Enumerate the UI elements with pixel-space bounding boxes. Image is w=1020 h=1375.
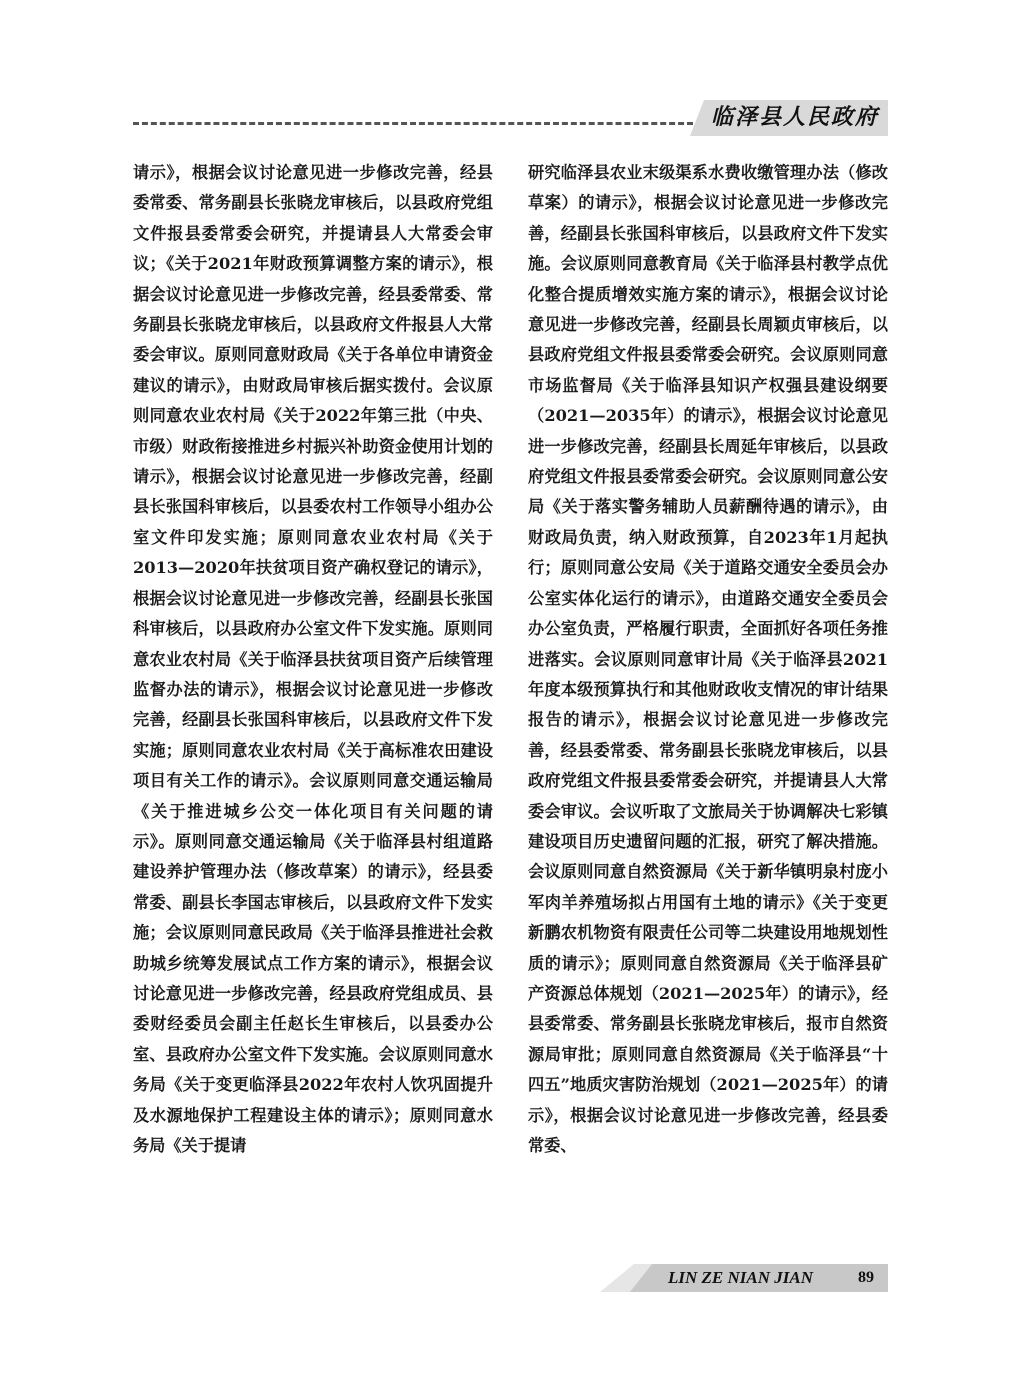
header-title: 临泽县人民政府 — [710, 105, 879, 130]
body-column-left: 请示》，根据会议讨论意见进一步修改完善，经县委常委、常务副县长张晓龙审核后，以县政府党组文件报县委常委会研究，并提请县人大常委会审议；《关于2021年财政预算调整方案的请示》，根据会议讨论意见进一步修改完善，经县委常委、常务副县长张晓龙审核后，以县政府文件报县人大常委会审议。原则同意财政局《关于各单位申请资金建议的请示》，由财政局审核后据实拨付。会议原则同意农业农村局《关于2022年第三批（中央、市级）财政衔接推进乡村振兴补助资金使用计划的请示》，根据会议讨论意见进一步修改完善，经副县长张国科审核后，以县委农村工作领导小组办公室文件印发实施；原则同意农业农村局《关于2013—2020年扶贫项目资产确权登记的请示》，根据会议讨论意见进一步修改完善，经副县长张国科审核后，以县政府办公室文件下发实施。原则同意农业农村局《关于临泽县扶贫项目资产后续管理监督办法的请示》，根据会议讨论意见进一步修改完善，经副县长张国科审核后，以县政府文件下发实施；原则同意农业农村局《关于高标准农田建设项目有关工作的请示》。会议原则同意交通运输局《关于推进城乡公交一体化项目有关问题的请示》。原则同意交通运输局《关于临泽县村组道路建设养护管理办法（修改草案）的请示》，经县委常委、副县长李国志审核后，以县政府文件下发实施；会议原则同意民政局《关于临泽县推进社会救助城乡统筹发展试点工作方案的请示》，根据会议讨论意见进一步修改完善，经县政府党组成员、县委财经委员会副主任赵长生审核后，以县委办公室、县政府办公室文件下发实施。会议原则同意水务局《关于变更临泽县2022年农村人饮巩固提升及水源地保护工程建设主体的请示》；原则同意水务局《关于提请 — [133, 163, 493, 1155]
header-rule — [133, 122, 693, 125]
page-number: 89 — [858, 1269, 874, 1286]
body-column-right: 研究临泽县农业末级渠系水费收缴管理办法（修改草案）的请示》，根据会议讨论意见进一步修改完善，经副县长张国科审核后，以县政府文件下发实施。会议原则同意教育局《关于临泽县村教学点优化整合提质增效实施方案的请示》，根据会议讨论意见进一步修改完善，经副县长周颖贞审核后，以县政府党组文件报县委常委会研究。会议原则同意市场监督局《关于临泽县知识产权强县建设纲要（2021—2035年）的请示》，根据会议讨论意见进一步修改完善，经副县长周延年审核后，以县政府党组文件报县委常委会研究。会议原则同意公安局《关于落实警务辅助人员薪酬待遇的请示》，由财政局负责，纳入财政预算，自2023年1月起执行；原则同意公安局《关于道路交通安全委员会办公室实体化运行的请示》，由道路交通安全委员会办公室负责，严格履行职责，全面抓好各项任务推进落实。会议原则同意审计局《关于临泽县2021年度本级预算执行和其他财政收支情况的审计结果报告的请示》，根据会议讨论意见进一步修改完善，经县委常委、常务副县长张晓龙审核后，以县政府党组文件报县委常委会研究，并提请县人大常委会审议。会议听取了文旅局关于协调解决七彩镇建设项目历史遗留问题的汇报，研究了解决措施。会议原则同意自然资源局《关于新华镇明泉村庞小军肉羊养殖场拟占用国有土地的请示》《关于变更新鹏农机物资有限责任公司等二块建设用地规划性质的请示》；原则同意自然资源局《关于临泽县矿产资源总体规划（2021—2025年）的请示》，经县委常委、常务副县长张晓龙审核后，报市自然资源局审批；原则同意自然资源局《关于临泽县“十四五”地质灾害防治规划（2021—2025年）的请示》，根据会议讨论意见进一步修改完善，经县委常委、 — [528, 163, 888, 1155]
footer-journal-name: LIN ZE NIAN JIAN — [668, 1268, 813, 1287]
